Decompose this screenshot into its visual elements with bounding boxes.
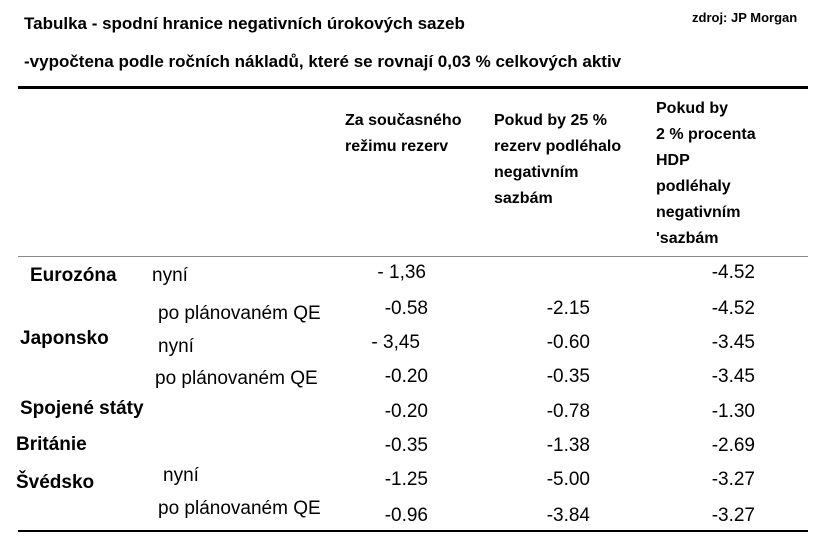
cell-2pct-gdp: -1.30 — [711, 401, 755, 422]
cell-current-regime: -0.20 — [384, 366, 428, 387]
row-subcategory: po plánovaném QE — [158, 498, 321, 519]
cell-2pct-gdp: -3.27 — [711, 505, 755, 526]
row-country: Británie — [16, 434, 87, 455]
source-note: zdroj: JP Morgan — [692, 10, 798, 25]
cell-current-regime: -0.20 — [384, 401, 428, 422]
column-header-25pct-reserves: Pokud by 25 % rezerv podléhalo negativním sazbám — [494, 112, 622, 207]
cell-2pct-gdp: -2.69 — [711, 435, 755, 456]
table-title-line-1: Tabulka - spodní hranice negativních úrokových sazeb — [24, 14, 465, 33]
cell-current-regime: - 3,45 — [371, 332, 420, 353]
row-subcategory: po plánovaném QE — [158, 303, 321, 324]
cell-25pct-reserves: -0.60 — [546, 332, 590, 353]
cell-2pct-gdp: -4.52 — [711, 262, 755, 283]
cell-current-regime: -1.25 — [384, 469, 428, 490]
cell-2pct-gdp: -4.52 — [711, 298, 755, 319]
header-top-rule — [18, 86, 808, 89]
cell-2pct-gdp: -3.45 — [711, 366, 755, 387]
row-country: Švédsko — [16, 472, 95, 493]
cell-25pct-reserves: -3.84 — [546, 505, 590, 526]
cell-25pct-reserves: -2.15 — [546, 298, 590, 319]
cell-2pct-gdp: -3.45 — [711, 332, 755, 353]
row-subcategory: nyní — [158, 336, 194, 357]
column-header-current-regime: Za současného režimu rezerv — [345, 112, 462, 155]
cell-25pct-reserves: -1.38 — [546, 435, 590, 456]
row-country: Japonsko — [20, 328, 109, 349]
cell-current-regime: - 1,36 — [377, 262, 426, 283]
cell-current-regime: -0.96 — [384, 505, 428, 526]
cell-2pct-gdp: -3.27 — [711, 469, 755, 490]
cell-25pct-reserves: -5.00 — [546, 469, 590, 490]
header-bottom-rule — [18, 256, 808, 257]
cell-current-regime: -0.35 — [384, 435, 428, 456]
cell-25pct-reserves: -0.78 — [546, 401, 590, 422]
column-header-2pct-gdp: Pokud by 2 % procenta HDP podléhaly negativním 'sazbám — [656, 100, 756, 247]
table-title-line-2: -vypočtena podle ročních nákladů, které se rovnají 0,03 % celkových aktiv — [24, 52, 622, 71]
cell-current-regime: -0.58 — [384, 298, 428, 319]
row-subcategory: nyní — [163, 465, 199, 486]
row-subcategory: po plánovaném QE — [155, 368, 318, 389]
table-bottom-rule — [18, 530, 808, 532]
row-country: Eurozóna — [30, 265, 117, 286]
row-country: Spojené státy — [20, 398, 144, 419]
row-subcategory: nyní — [152, 265, 188, 286]
cell-25pct-reserves: -0.35 — [546, 366, 590, 387]
